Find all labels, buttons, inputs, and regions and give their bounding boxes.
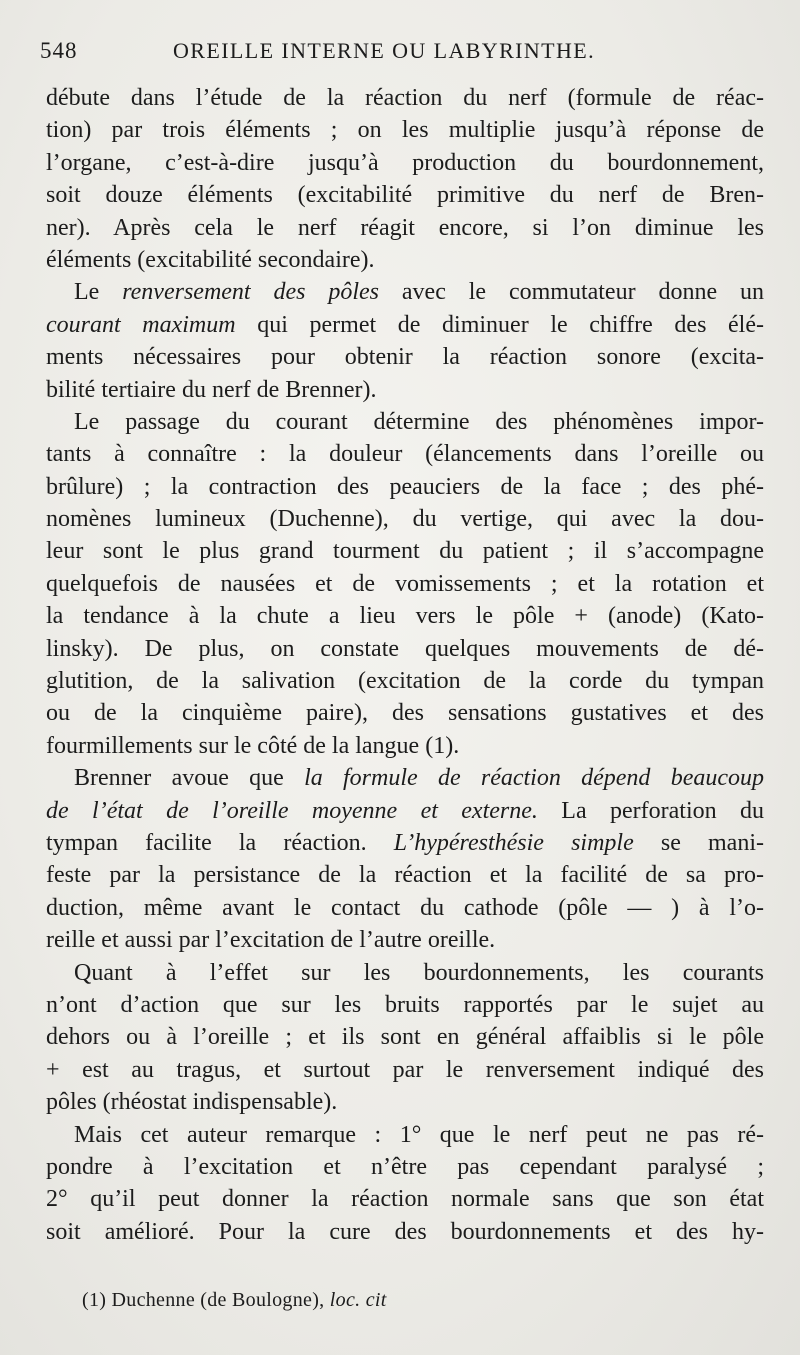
- italic-phrase: de l’état de l’oreille moyenne et externe.: [46, 797, 538, 824]
- text-line: leur sont le plus grand tourment du patient ; il s’accompagne: [46, 538, 764, 565]
- text-line: soit amélioré. Pour la cure des bourdonnements et des hy-: [46, 1218, 764, 1245]
- text-line: ments nécessaires pour obtenir la réaction sonore (excita-: [46, 344, 764, 371]
- text-line: ner). Après cela le nerf réagit encore, si l’on diminue les: [46, 214, 764, 241]
- text-line: [46, 827, 764, 859]
- text-line: soit douze éléments (excitabilité primitive du nerf de Bren-: [46, 182, 764, 209]
- text-line: pôles (rhéostat indispensable).: [46, 1089, 338, 1116]
- text-line: bilité tertiaire du nerf de Brenner).: [46, 376, 377, 403]
- text-span: qui permet de diminuer le chiffre des élé-: [257, 311, 764, 338]
- text-line: glutition, de la salivation (excitation de la corde du tympan: [46, 668, 764, 695]
- text-line: dehors ou à l’oreille ; et ils sont en général affaiblis si le pôle: [46, 1024, 764, 1051]
- text-line: nomènes lumineux (Duchenne), du vertige, qui avec la dou-: [46, 506, 764, 533]
- footnote: [82, 1289, 387, 1312]
- text-line: [46, 276, 764, 308]
- italic-phrase: L’hypéresthésie simple: [393, 829, 634, 856]
- text-line: [46, 795, 764, 827]
- text-line: éléments (excitabilité secondaire).: [46, 246, 375, 273]
- text-line: brûlure) ; la contraction des peauciers de la face ; des phé-: [46, 473, 764, 500]
- text-line: l’organe, c’est-à-dire jusqu’à production du bourdonnement,: [46, 149, 764, 176]
- text-line: Mais cet auteur remarque : 1° que le nerf peut ne pas ré-: [74, 1121, 764, 1148]
- text-line: Quant à l’effet sur les bourdonnements, les courants: [74, 959, 764, 986]
- text-line: feste par la persistance de la réaction et la facilité de sa pro-: [46, 862, 764, 889]
- italic-phrase: renversement des pôles: [122, 279, 380, 306]
- text-span: se mani-: [660, 829, 764, 856]
- text-line: 2° qu’il peut donner la réaction normale sans que son état: [46, 1186, 764, 1213]
- text-line: tants à connaître : la douleur (élancements dans l’oreille ou: [46, 441, 764, 468]
- page-number: 548: [40, 38, 78, 63]
- text-line: reille et aussi par l’excitation de l’autre oreille.: [46, 927, 496, 954]
- text-line: tion) par trois éléments ; on les multiplie jusqu’à réponse de: [46, 117, 764, 144]
- text-line: ou de la cinquième paire), des sensations gustatives et des: [46, 700, 764, 727]
- running-header: [40, 38, 760, 72]
- text-line: n’ont d’action que sur les bruits rapportés par le sujet au: [46, 991, 764, 1018]
- text-line: fourmillements sur le côté de la langue (1).: [46, 732, 460, 759]
- text-line: [46, 762, 764, 794]
- body-text: [46, 82, 764, 1248]
- text-line: pondre à l’excitation et n’être pas cependant paralysé ;: [46, 1153, 764, 1180]
- text-line: [46, 309, 764, 341]
- running-title: OREILLE INTERNE OU LABYRINTHE.: [173, 38, 596, 63]
- text-span: La perforation du: [561, 797, 764, 824]
- text-line: débute dans l’étude de la réaction du nerf (formule de réac-: [46, 85, 764, 111]
- text-line: quelquefois de nausées et de vomissements ; et la rotation et: [46, 570, 764, 597]
- footnote-citation: loc. cit: [329, 1289, 387, 1311]
- text-line: Le passage du courant détermine des phénomènes impor-: [74, 408, 764, 435]
- text-line: + est au tragus, et surtout par le renversement indiqué des: [46, 1056, 764, 1083]
- text-line: linsky). De plus, on constate quelques mouvements de dé-: [46, 635, 764, 662]
- italic-phrase: courant maximum: [46, 311, 236, 338]
- text-line: la tendance à la chute a lieu vers le pôle + (anode) (Kato-: [46, 603, 764, 630]
- text-span: Brenner avoue que: [74, 765, 284, 792]
- text-line: duction, même avant le contact du cathode (pôle — ) à l’o-: [46, 894, 764, 921]
- text-span: tympan facilite la réaction.: [46, 829, 367, 856]
- italic-phrase: la formule de réaction dépend beaucoup: [304, 765, 764, 792]
- text-span: Le: [74, 279, 100, 306]
- footnote-text: (1) Duchenne (de Boulogne),: [82, 1289, 325, 1311]
- text-span: avec le commutateur donne un: [401, 279, 764, 306]
